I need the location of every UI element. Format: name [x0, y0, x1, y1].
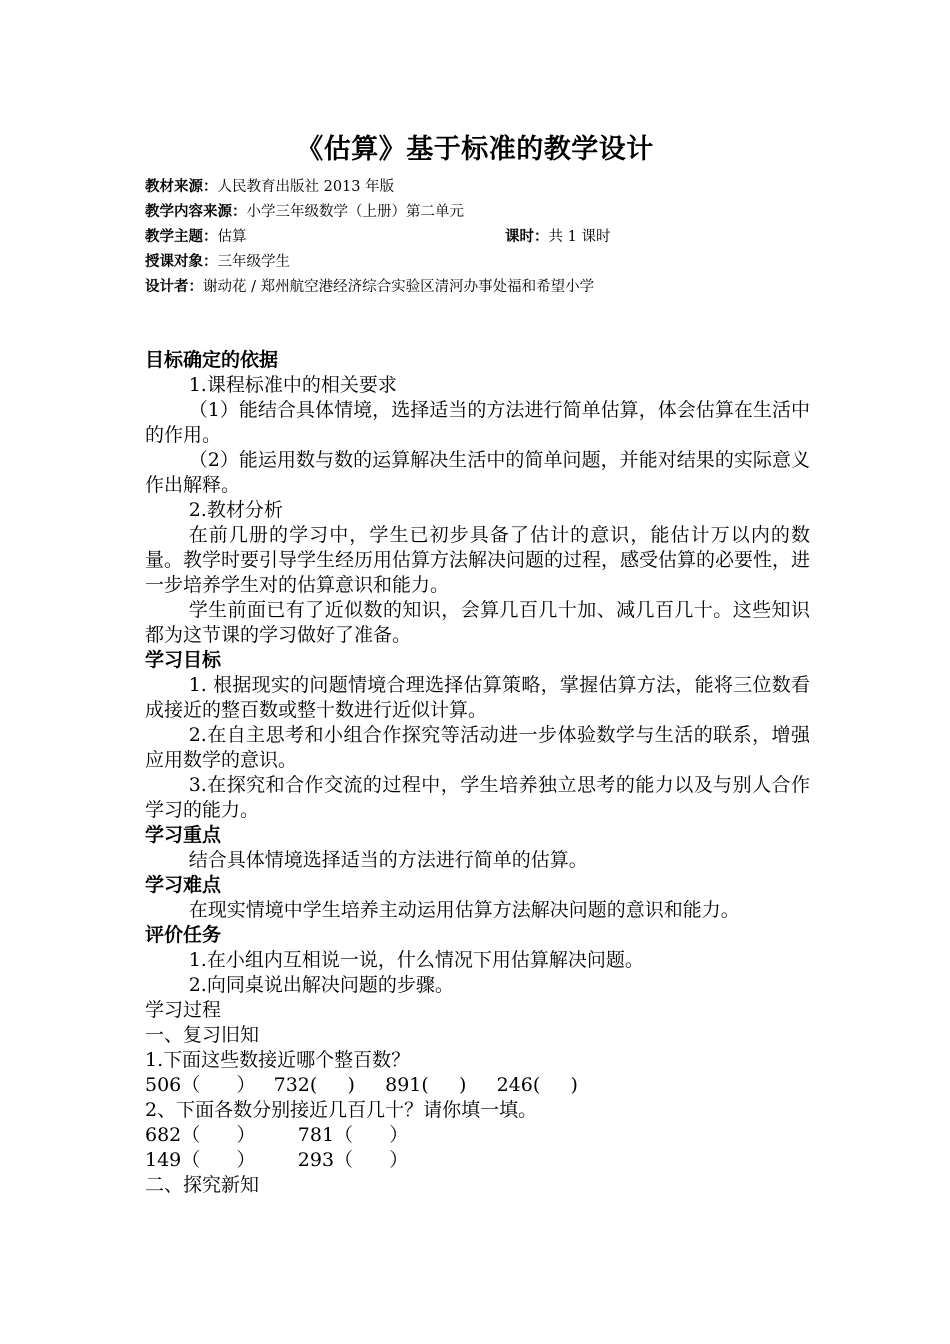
meta-audience-value: 三年级学生 — [217, 254, 290, 270]
paragraph: 1.课程标准中的相关要求 — [188, 374, 397, 396]
meta-audience-label: 授课对象： — [145, 254, 218, 270]
section-heading-difficulty: 学习难点 — [145, 874, 222, 896]
paragraph: 在前几册的学习中，学生已初步具备了估计的意识，能估计万以内的数量。教学时要引导学生经历用估算方法解决问题的过程，感受估算的必要性，进一步培养学生对的估算意识和能力。 — [145, 524, 811, 596]
meta-designer-value: 谢动花 / 郑州航空港经济综合实验区清河办事处福和希望小学 — [203, 279, 595, 295]
paragraph: （2）能运用数与数的运算解决生活中的简单问题，并能对结果的实际意义作出解释。 — [145, 449, 810, 496]
section-heading-focus: 学习重点 — [145, 824, 222, 846]
paragraph: 2.在自主思考和小组合作探究等活动进一步体验数学与生活的联系，增强应用数学的意识。 — [145, 724, 810, 771]
meta-theme — [145, 227, 247, 247]
meta-theme-value: 估算 — [217, 229, 247, 245]
meta-designer-label: 设计者： — [145, 279, 203, 295]
paragraph: 1.下面这些数接近哪个整百数？ — [145, 1049, 411, 1071]
exercise-row: 149（ ） 293（ ） — [145, 1149, 409, 1171]
meta-content-label: 教学内容来源： — [145, 204, 247, 220]
meta-content-value: 小学三年级数学（上册）第二单元 — [246, 204, 464, 220]
meta-hours-label: 课时： — [505, 229, 549, 245]
meta-audience — [145, 252, 290, 272]
meta-hours-value: 共 1 课时 — [548, 229, 611, 245]
meta-hours — [505, 227, 610, 247]
section-heading-evaluation: 评价任务 — [145, 924, 222, 946]
paragraph: 一、复习旧知 — [145, 1024, 260, 1046]
section-heading-goals: 学习目标 — [145, 649, 222, 671]
paragraph: 2、下面各数分别接近几百几十？请你填一填。 — [145, 1099, 538, 1121]
meta-source-label: 教材来源： — [145, 179, 218, 195]
exercise-row: 506（ ） 732( ) 891( ) 246( ) — [145, 1074, 578, 1096]
paragraph: （1）能结合具体情境，选择适当的方法进行简单估算，体会估算在生活中的作用。 — [145, 399, 810, 446]
document-body — [145, 348, 810, 1198]
exercise-row: 682（ ） 781（ ） — [145, 1124, 409, 1146]
section-heading-basis: 目标确定的依据 — [145, 349, 279, 371]
paragraph: 学生前面已有了近似数的知识，会算几百几十加、减几百几十。这些知识都为这节课的学习做好了准备。 — [145, 599, 810, 646]
meta-source-value: 人民教育出版社 2013 年版 — [217, 179, 395, 195]
paragraph: 1. 根据现实的问题情境合理选择估算策略，掌握估算方法，能将三位数看成接近的整百数或整十数进行近似计算。 — [145, 674, 810, 721]
paragraph: 1.在小组内互相说一说，什么情况下用估算解决问题。 — [188, 949, 644, 971]
section-heading-process: 学习过程 — [145, 999, 222, 1021]
paragraph: 2.教材分析 — [188, 499, 283, 521]
paragraph: 结合具体情境选择适当的方法进行简单的估算。 — [188, 849, 588, 871]
meta-designer — [145, 277, 594, 297]
meta-theme-label: 教学主题： — [145, 229, 218, 245]
document-title: 《估算》基于标准的教学设计 — [296, 134, 654, 165]
paragraph: 2.向同桌说出解决问题的步骤。 — [188, 974, 454, 996]
meta-content — [145, 202, 464, 222]
paragraph: 二、探究新知 — [145, 1174, 260, 1196]
meta-source — [145, 177, 394, 197]
paragraph: 在现实情境中学生培养主动运用估算方法解决问题的意识和能力。 — [188, 899, 740, 921]
paragraph: 3.在探究和合作交流的过程中，学生培养独立思考的能力以及与别人合作学习的能力。 — [145, 774, 810, 821]
